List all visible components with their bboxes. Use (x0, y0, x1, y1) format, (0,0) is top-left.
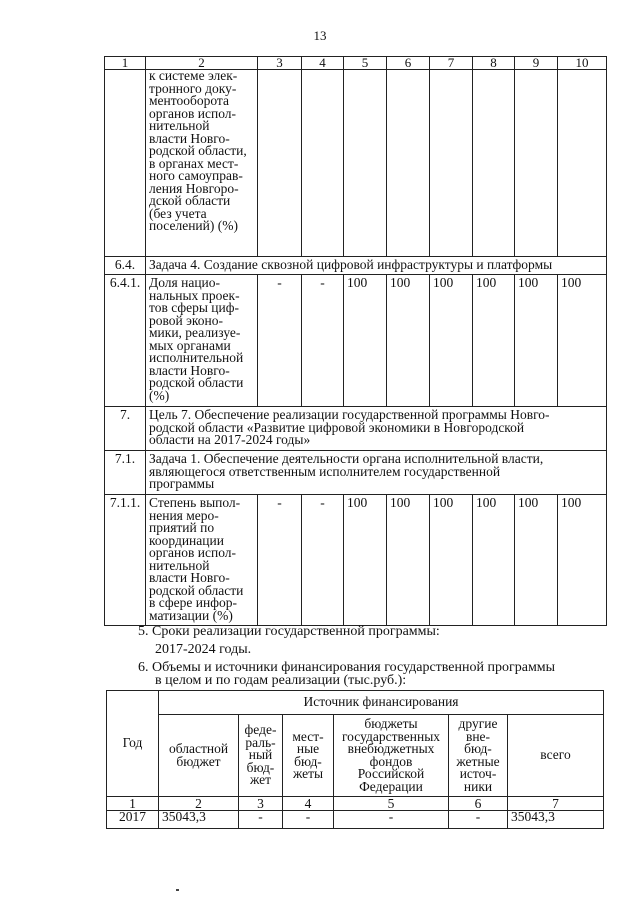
indicator-name-line: в сфере инфор- (149, 595, 237, 610)
goal-title-line: Цель 7. Обеспечение реализации государственной программы Новго- (149, 407, 550, 422)
indicator-name-line: ления Новгоро- (149, 180, 239, 196)
source-column-header-line: государственных (341, 728, 441, 744)
indicator-value: 100 (473, 275, 515, 407)
source-column-header-line: ные (296, 741, 320, 756)
source-column-header-line: Российской (357, 766, 425, 781)
column-number: 10 (558, 57, 607, 70)
source-column-header-line: всего (540, 747, 571, 763)
indicator-name-line: матизации (%) (149, 607, 233, 623)
source-column-header-line: жет (249, 772, 272, 788)
table-row (105, 70, 607, 257)
section-5-value: 2017-2024 годы. (155, 642, 252, 657)
indicator-value: 100 (515, 495, 558, 626)
indicator-name-line: власти Новго- (149, 362, 230, 378)
indicator-value: - (258, 275, 302, 407)
table-row (105, 275, 607, 407)
source-column-header-line: внебюджетных (347, 741, 435, 756)
source-column-header-line: феде- (244, 722, 277, 738)
section-6-title: 6. Объемы и источники финансирования государственной программы (138, 660, 556, 675)
column-number: 1 (105, 57, 146, 70)
indicator-name-line: (без учета (149, 205, 207, 221)
row-number: 6.4. (105, 257, 146, 275)
financing-table (106, 690, 604, 829)
indicator-value: - (302, 495, 344, 626)
source-column-header (334, 715, 449, 797)
section-6-subtitle: в целом и по годам реализации (тыс.руб.): (155, 673, 407, 688)
financing-value: - (283, 811, 334, 829)
source-header: Источник финансирования (159, 691, 604, 715)
financing-value: - (334, 811, 449, 829)
indicator-value: 100 (558, 275, 607, 407)
indicator-name-line: дской области (149, 193, 231, 208)
column-number: 6 (387, 57, 430, 70)
indicator-name-line: нительной (149, 118, 210, 133)
indicator-name-line: координации (149, 532, 224, 548)
task-title-line: Задача 1. Обеспечение деятельности органа исполнительной власти, (149, 451, 544, 466)
row-number: 7. (105, 407, 146, 451)
source-column-header-line: жеты (292, 766, 324, 781)
financing-value: - (449, 811, 508, 829)
source-column-header (508, 715, 604, 797)
source-column-header-line: другие (458, 716, 498, 731)
column-number: 4 (283, 797, 334, 811)
financing-value: - (239, 811, 283, 829)
task-title-line: являющегося ответственным исполнителем государственной (149, 463, 501, 479)
table-row (107, 811, 604, 829)
source-column-header-line: бюджет (176, 753, 221, 769)
source-column-header-line: бюд- (294, 753, 322, 769)
indicator-name-line: нительной (149, 557, 210, 573)
indicator-value: 100 (387, 495, 430, 626)
indicator-name-line: родской области, (149, 143, 247, 158)
column-number: 9 (515, 57, 558, 70)
page-number: 13 (313, 28, 327, 43)
source-column-header-line: раль- (245, 734, 276, 750)
column-number: 1 (107, 797, 159, 811)
indicator-value: 100 (344, 275, 387, 407)
source-column-header-line: бюджеты (364, 716, 418, 731)
year-header: Год (107, 691, 159, 797)
indicator-name-line: нения меро- (149, 507, 219, 523)
indicator-name-line: нальных проек- (149, 287, 240, 303)
column-number: 7 (430, 57, 473, 70)
column-number: 4 (302, 57, 344, 70)
source-column-header-line: бюд- (464, 741, 492, 756)
source-column-header-line: жетные (456, 753, 500, 769)
column-number: 7 (508, 797, 604, 811)
indicator-name-line: приятий по (149, 520, 215, 535)
indicator-value: 100 (515, 275, 558, 407)
table-row (105, 407, 607, 451)
indicator-value: 100 (344, 495, 387, 626)
source-column-header (449, 715, 508, 797)
table-row (105, 451, 607, 495)
column-number: 8 (473, 57, 515, 70)
section-5-title: 5. Сроки реализации государственной программы: (138, 624, 440, 639)
indicator-name-line: родской области (149, 582, 244, 598)
column-number: 3 (239, 797, 283, 811)
indicator-name-line: Степень выпол- (149, 495, 241, 510)
year-cell: 2017 (107, 811, 159, 829)
indicator-name-line: родской области (149, 375, 244, 390)
indicator-name (146, 495, 258, 626)
source-column-header (283, 715, 334, 797)
row-number: 7.1.1. (105, 495, 146, 626)
indicator-name-line: ного самоуправ- (149, 168, 243, 183)
indicator-value: - (302, 275, 344, 407)
table-row (105, 495, 607, 626)
source-column-header-line: ники (463, 778, 493, 794)
indicator-name-line: ментооборота (149, 93, 229, 108)
column-number: 3 (258, 57, 302, 70)
source-column-header-line: вне- (465, 728, 491, 744)
source-column-header-line: бюд- (246, 759, 275, 775)
indicator-value: 100 (430, 275, 473, 407)
row-number: 6.4.1. (105, 275, 146, 407)
source-column-header-line: Федерации (359, 778, 423, 794)
source-column-header-line: мест- (292, 728, 324, 744)
indicator-value: - (258, 495, 302, 626)
indicator-name-line: тов сферы циф- (149, 300, 240, 315)
source-column-header (239, 715, 283, 797)
row-number (105, 70, 146, 257)
source-column-header-line: фондов (369, 753, 413, 769)
indicator-name-line: власти Новго- (149, 570, 230, 585)
goal-title-line: родской области «Развитие цифровой экономики в Новгородской (149, 419, 525, 435)
indicator-name-line: в органах мест- (149, 155, 239, 171)
indicator-name-line: Доля нацио- (149, 275, 221, 290)
indicator-name-line: (%) (149, 387, 170, 403)
column-number: 2 (146, 57, 258, 70)
column-number: 2 (159, 797, 239, 811)
source-column-header-line: источ- (459, 766, 497, 781)
task-title-line: программы (149, 476, 215, 491)
indicator-name (146, 70, 258, 257)
indicator-value: 100 (473, 495, 515, 626)
indicators-table (104, 56, 607, 626)
indicator-name-line: ровой эконо- (149, 312, 224, 328)
source-column-header-line: ный (248, 747, 273, 763)
indicator-name-line: исполнительной (149, 350, 244, 365)
indicator-value: 100 (558, 495, 607, 626)
indicator-value: 100 (387, 275, 430, 407)
indicator-name-line: мых органами (149, 337, 231, 353)
indicator-name-line: органов испол- (149, 105, 236, 121)
source-column-header-line: областной (168, 741, 229, 756)
goal-title (146, 407, 607, 451)
indicator-name-line: к системе элек- (149, 68, 238, 83)
column-number: 5 (334, 797, 449, 811)
indicator-name-line: органов испол- (149, 545, 236, 560)
indicator-name-line: поселений) (%) (149, 218, 238, 233)
task-title (146, 451, 607, 495)
indicator-name-line: мики, реализуе- (149, 325, 241, 340)
source-column-header (159, 715, 239, 797)
indicator-name (146, 275, 258, 407)
column-number: 6 (449, 797, 508, 811)
indicator-name-line: тронного доку- (149, 80, 237, 96)
goal-title-line: области на 2017-2024 годы» (149, 432, 311, 447)
source-columns-row (107, 715, 604, 797)
indicator-name-line: власти Новго- (149, 130, 230, 146)
scan-mark (176, 889, 179, 891)
financing-value: 35043,3 (159, 811, 239, 829)
financing-value: 35043,3 (508, 811, 604, 829)
table-row (105, 257, 607, 275)
column-number: 5 (344, 57, 387, 70)
indicator-value: 100 (430, 495, 473, 626)
task-title: Задача 4. Создание сквозной цифровой инфраструктуры и платформы (146, 257, 607, 275)
row-number: 7.1. (105, 451, 146, 495)
